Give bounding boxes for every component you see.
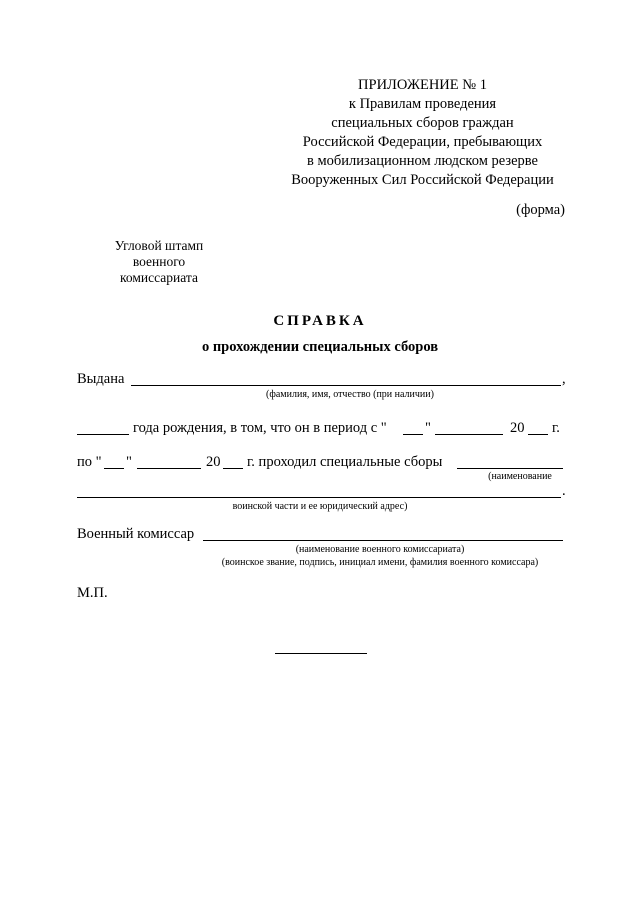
stamp-line: Угловой штамп [114,238,204,253]
to-month-field[interactable] [137,468,201,469]
birth-year-field[interactable] [77,434,129,435]
to-year-prefix: 20 [206,454,221,470]
period-from-text: года рождения, в том, что он в период с " [133,420,387,436]
to-day-field[interactable] [104,468,124,469]
appendix-line: специальных сборов граждан [331,115,514,131]
unit-caption-end: воинской части и ее юридический адрес) [232,501,408,512]
separator-line [275,653,367,654]
unit-name-field[interactable] [457,468,563,469]
issued-label: Выдана [77,371,125,387]
appendix-line: к Правилам проведения [348,96,497,112]
from-year-prefix: 20 [510,420,525,436]
document-title: СПРАВКА [273,313,367,329]
document-subtitle: о прохождении специальных сборов [201,339,439,355]
appendix-number: ПРИЛОЖЕНИЕ № 1 [358,77,487,93]
commissariat-field[interactable] [203,540,563,541]
appendix-line: Российской Федерации, пребывающих [302,134,543,150]
appendix-line: Вооруженных Сил Российской Федерации [291,172,554,188]
commissariat-caption: (наименование военного комиссариата) [295,544,465,555]
training-text: г. проходил специальные сборы [247,454,443,470]
form-label: (форма) [516,202,565,218]
stamp-line: военного [132,254,186,269]
unit-caption-start: (наименование [488,471,552,482]
comma: , [562,371,566,387]
commissar-caption: (воинское звание, подпись, инициал имени, фамилия военного комиссара) [221,557,539,568]
to-year-field[interactable] [223,468,243,469]
quote: " [425,420,431,436]
corner-stamp [78,238,240,286]
appendix-line: в мобилизационном людском резерве [307,153,538,169]
period-to-text: по " [77,454,102,470]
from-year-field[interactable] [528,434,548,435]
name-caption: (фамилия, имя, отчество (при наличии) [266,389,434,400]
stamp-line: комиссариата [120,270,198,285]
from-day-field[interactable] [403,434,423,435]
from-month-field[interactable] [435,434,503,435]
seal-place: М.П. [77,585,108,601]
year-abbr: г. [552,420,560,436]
appendix-header [280,76,565,190]
commissar-label: Военный комиссар [77,526,195,542]
period: . [562,483,566,499]
quote: " [126,454,132,470]
name-field[interactable] [131,385,561,386]
unit-address-field[interactable] [77,497,561,498]
